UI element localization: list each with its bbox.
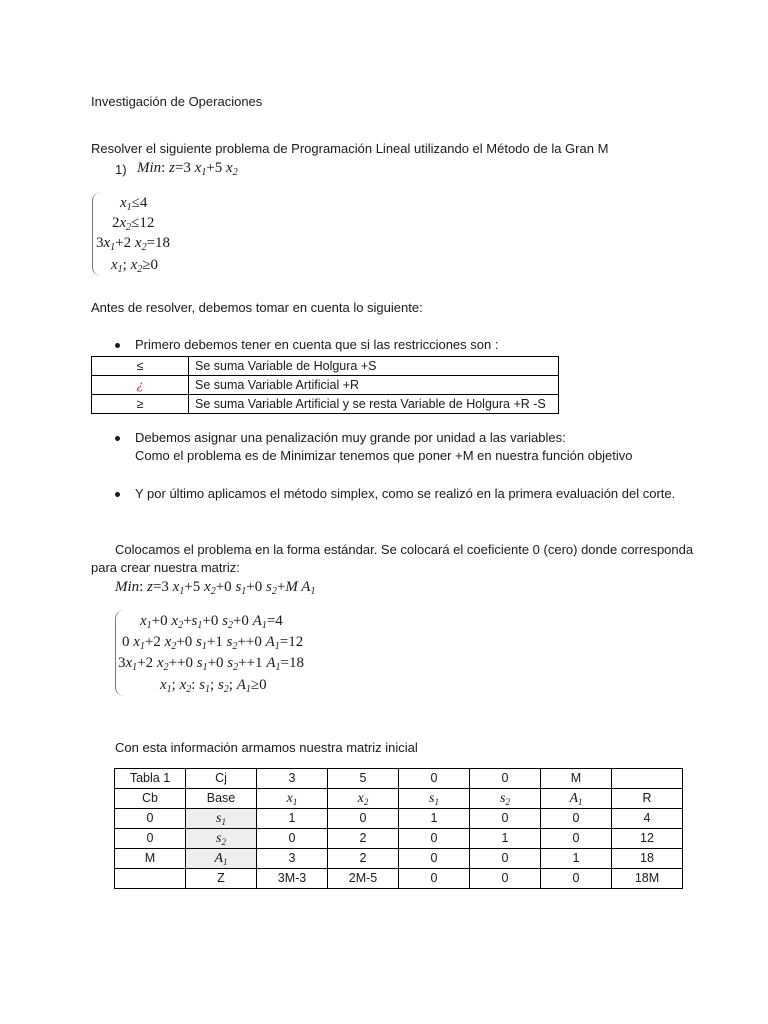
- table-cell: 0: [470, 849, 541, 869]
- standard-text-1: Colocamos el problema en la forma estándar. Se colocará el coeficiente 0 (cero) donde corresponda: [115, 542, 694, 557]
- table-cell: 0: [115, 829, 186, 849]
- table-cell: M: [541, 769, 612, 789]
- rule-symbol: ¿: [92, 376, 189, 395]
- constraint-nonneg: $x_1$; $x_2\ge 0$: [111, 257, 158, 275]
- table-cell: 1: [399, 809, 470, 829]
- table-row: [115, 849, 683, 869]
- table-cell: $A_1$: [541, 789, 612, 809]
- table-cell: 0: [541, 829, 612, 849]
- table-cell: 1: [257, 809, 328, 829]
- standard-constraint-nonneg: $x_1$; $x_2$: $s_1$; $s_2$; $A_1\ge 0$: [160, 677, 267, 695]
- table-cell: Z: [186, 869, 257, 889]
- table-cell: $s_2$: [186, 829, 257, 849]
- table-cell: 3M-3: [257, 869, 328, 889]
- table-cell: Cb: [115, 789, 186, 809]
- table-cell: Cj: [186, 769, 257, 789]
- table-cell: 3: [257, 849, 328, 869]
- table-cell: M: [115, 849, 186, 869]
- bullet-text-2b: Como el problema es de Minimizar tenemos que poner +M en nuestra función objetivo: [135, 448, 633, 463]
- table-cell: 2: [328, 829, 399, 849]
- objective-function: Min: z=3 $x_1+5$ $x_2$: [137, 160, 238, 178]
- table-cell: $x_2$: [328, 789, 399, 809]
- constraint-3: $3x_1+2$ $x_2=18$: [96, 235, 171, 253]
- table-cell: [612, 769, 683, 789]
- bullet-icon: [115, 436, 120, 441]
- rule-text: Se suma Variable Artificial +R: [189, 376, 559, 395]
- table-cell: 0: [115, 809, 186, 829]
- table-cell: 18: [612, 849, 683, 869]
- table-cell: 0: [399, 849, 470, 869]
- table-cell: 18M: [612, 869, 683, 889]
- standard-objective: Min: z=3 $x_1+5$ $x_2+0$ $s_1+0$ $s_2+M$ $A_1$: [115, 579, 316, 597]
- rules-row: [92, 357, 559, 376]
- bullet-text-3: Y por último aplicamos el método simplex, como se realizó en la primera evaluación del corte.: [135, 486, 676, 501]
- bullet-icon: [115, 492, 120, 497]
- constraint-1: $x_1\le 4$: [120, 195, 148, 213]
- table-cell: 0: [470, 769, 541, 789]
- table-row: [115, 869, 683, 889]
- table-cell: 3: [257, 769, 328, 789]
- standard-constraint-3: $3x_1+2$ $x_2++0$ $s_1+0$ $s_2++1$ $A_1=18$: [118, 655, 304, 673]
- table-cell: Base: [186, 789, 257, 809]
- table-cell: $s_2$: [470, 789, 541, 809]
- before-text: Antes de resolver, debemos tomar en cuenta lo siguiente:: [91, 300, 423, 315]
- table-cell: 0: [541, 809, 612, 829]
- bullet-text-2a: Debemos asignar una penalización muy grande por unidad a las variables:: [135, 430, 566, 445]
- table-cell: 2M-5: [328, 869, 399, 889]
- rules-row: [92, 395, 559, 414]
- table-cell: [115, 869, 186, 889]
- rule-text: Se suma Variable Artificial y se resta Variable de Holgura +R -S: [189, 395, 559, 414]
- table-cell: 0: [399, 829, 470, 849]
- table-row: [115, 769, 683, 789]
- rule-symbol: ≥: [92, 395, 189, 414]
- table-cell: 0: [399, 769, 470, 789]
- table-cell: 4: [612, 809, 683, 829]
- table-cell: 0: [541, 869, 612, 889]
- table-cell: R: [612, 789, 683, 809]
- rules-table: [91, 356, 559, 414]
- table-cell: 0: [328, 809, 399, 829]
- document-title: Investigación de Operaciones: [91, 94, 263, 109]
- rules-row: [92, 376, 559, 395]
- table-cell: 1: [470, 829, 541, 849]
- table-cell: $x_1$: [257, 789, 328, 809]
- intro-text: Resolver el siguiente problema de Programación Lineal utilizando el Método de la Gran M: [91, 141, 609, 156]
- table-row: [115, 829, 683, 849]
- table-cell: $A_1$: [186, 849, 257, 869]
- table-cell: 0: [399, 869, 470, 889]
- bullet-text-1: Primero debemos tener en cuenta que si las restricciones son :: [135, 337, 499, 352]
- bullet-icon: [115, 343, 120, 348]
- standard-constraint-2: 0 $x_1+2$ $x_2+0$ $s_1+1$ $s_2++0$ $A_1=12$: [122, 634, 304, 652]
- rule-text: Se suma Variable de Holgura +S: [189, 357, 559, 376]
- table-cell: 2: [328, 849, 399, 869]
- standard-text-2: para crear nuestra matriz:: [91, 560, 240, 575]
- item-number: 1): [115, 162, 127, 177]
- table-cell: Tabla 1: [115, 769, 186, 789]
- simplex-table: [114, 768, 683, 889]
- rule-symbol: ≤: [92, 357, 189, 376]
- table-cell: $s_1$: [186, 809, 257, 829]
- table-cell: 5: [328, 769, 399, 789]
- table-cell: 0: [257, 829, 328, 849]
- table-cell: 1: [541, 849, 612, 869]
- standard-brace: [115, 610, 124, 696]
- table-cell: 0: [470, 809, 541, 829]
- table-row: [115, 809, 683, 829]
- table-cell: 12: [612, 829, 683, 849]
- standard-constraint-1: $x_1+0$ $x_2+s_1+0$ $s_2+0$ $A_1=4$: [140, 613, 283, 631]
- table-row: [115, 789, 683, 809]
- table-cell: 0: [470, 869, 541, 889]
- constraint-2: $2x_2\le 12$: [112, 215, 155, 233]
- matrix-intro: Con esta información armamos nuestra matriz inicial: [115, 740, 418, 755]
- table-cell: $s_1$: [399, 789, 470, 809]
